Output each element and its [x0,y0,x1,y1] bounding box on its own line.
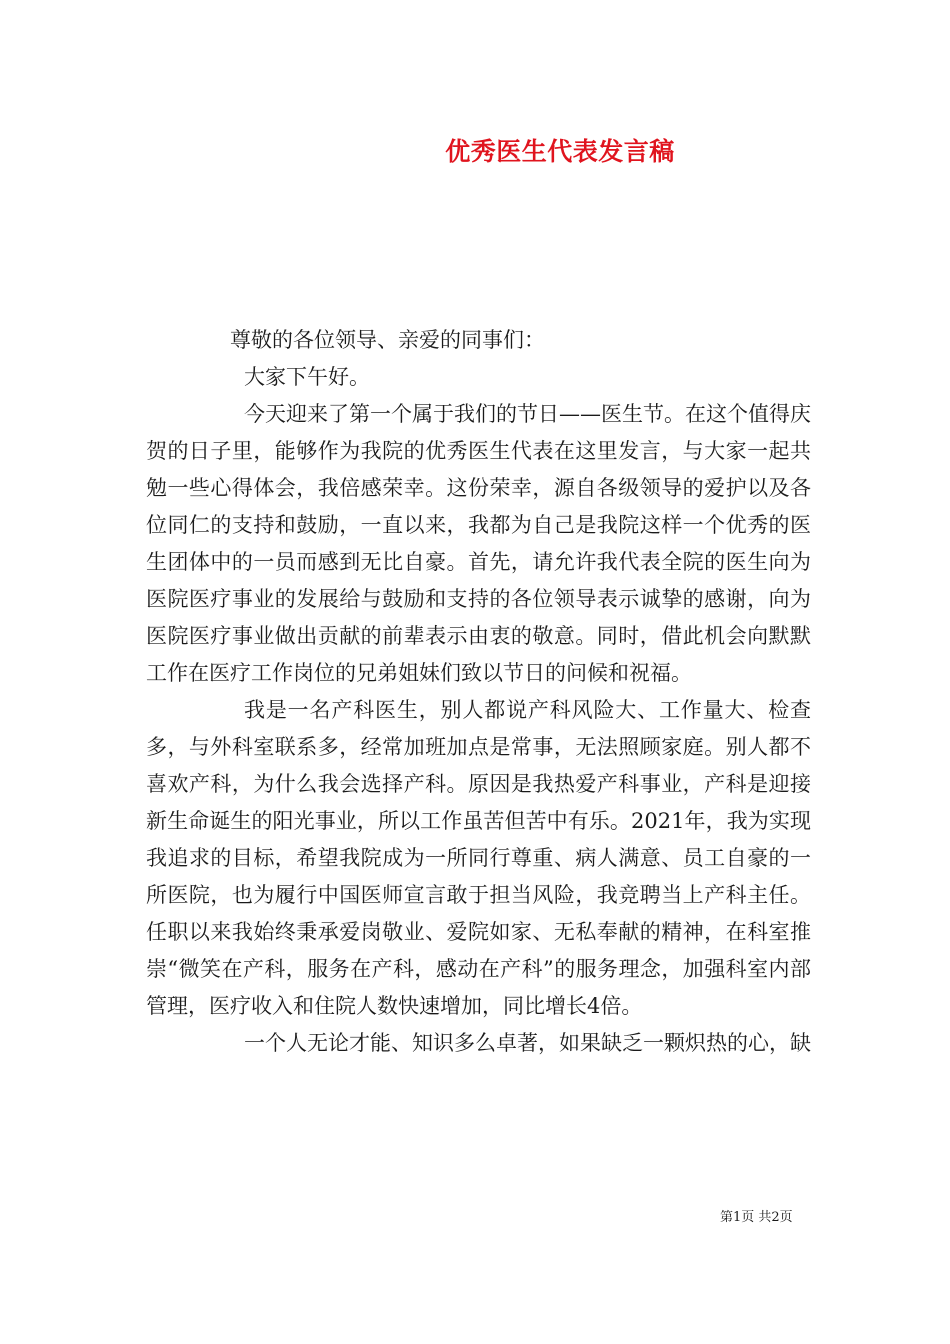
salutation-line: 尊敬的各位领导、亲爱的同事们： [230,328,545,352]
paragraph: 一个人无论才能、知识多么卓著，如果缺乏一颗炽热的心，缺 [244,1031,811,1055]
paragraph: 今天迎来了第一个属于我们的节日——医生节。在这个值得庆贺的日子里，能够作为我院的优秀医生代表在这里发言，与大家一起共勉一些心得体会，我倍感荣幸。这份荣幸，源自各级领导的爱护以及各位同仁的支持和鼓励，一直以来，我都为自己是我院这样一个优秀的医生团体中的一员而感到无比自豪。首先，请允许我代表全院的医生向为医院医疗事业的发展给与鼓励和支持的各位领导表示诚挚的感谢，向为医院医疗事业做出贡献的前辈表示由衷的敬意。同时，借此机会向默默工作在医疗工作岗位的兄弟姐妹们致以节日的问候和祝福。 [146,402,811,685]
greeting-line: 大家下午好。 [244,365,370,389]
page-footer: 第1页 共2页 [720,1210,793,1225]
document-body [146,322,811,1062]
paragraph: 我是一名产科医生，别人都说产科风险大、工作量大、检查多，与外科室联系多，经常加班加点是常事，无法照顾家庭。别人都不喜欢产科，为什么我会选择产科。原因是我热爱产科事业，产科是迎接新生命诞生的阳光事业，所以工作虽苦但苦中有乐。2021年，我为实现我追求的目标，希望我院成为一所同行尊重、病人满意、员工自豪的一所医院，也为履行中国医师宣言敢于担当风险，我竞聘当上产科主任。任职以来我始终秉承爱岗敬业、爱院如家、无私奉献的精神，在科室推崇“微笑在产科，服务在产科，感动在产科”的服务理念，加强科室内部管理，医疗收入和住院人数快速增加，同比增长4倍。 [146,698,811,1018]
document-title: 优秀医生代表发言稿 [445,137,675,166]
